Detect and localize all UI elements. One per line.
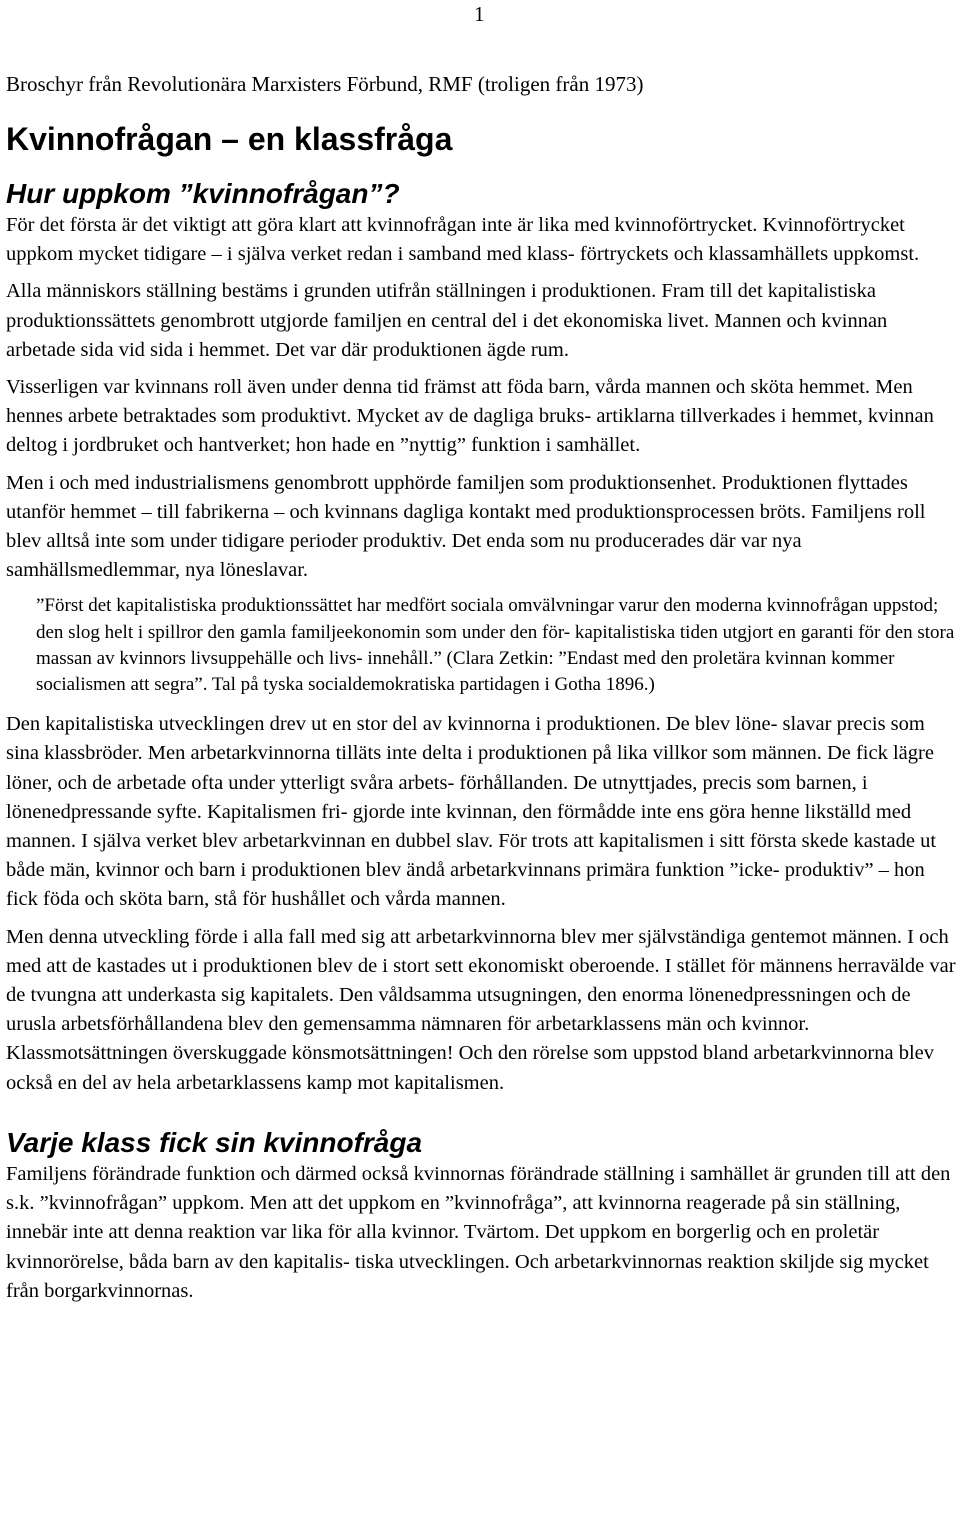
section-heading-class: Varje klass fick sin kvinnofråga (6, 1126, 423, 1158)
paragraph: För det första är det viktigt att göra klart att kvinnofrågan inte är lika med kvinnoförtrycket. Kvinnoförtrycket uppkom mycket tidigare – i själva verket redan i samband med klass- förtryckets och klassamhällets uppkomst. (6, 214, 920, 266)
section-spacer (6, 1106, 956, 1126)
document-subtitle: Broschyr från Revolutionära Marxisters Förbund, RMF (troligen från 1973) (6, 72, 644, 96)
paragraph: Alla människors ställning bestäms i grunden utifrån ställningen i produktionen. Fram till det kapitalistiska produktionssättets genombrott utgjorde familjen en central del i det ekonomiska livet. Mannen och kvinnan arbetade sida vid sida i hemmet. Det var där produktionen ägde rum. (6, 280, 888, 361)
paragraph: Familjens förändrade funktion och därmed också kvinnornas förändrade ställning i samhället är grunden till att den s.k. ”kvinnofrågan” uppkom. Men att det uppkom en ”kvinnofråga”, att kvinnorna reagerade på sin ställning, innebär inte att denna reaktion var lika för alla kvinnor. Tvärtom. Det uppkom en borgerlig och en proletär kvinnorörelse, båda barn av den kapitalis- tiska utvecklingen. Och arbetarkvinnornas reaktion skiljde sig mycket från borgarkvinnornas. (6, 1162, 951, 1302)
paragraph: Men i och med industrialismens genombrott upphörde familjen som produktionsenhet. Produktionen flyttades utanför hemmet – till fabrikerna – och kvinnans dagliga kontakt med produktionsprocessen bröts. Familjens roll blev alltså inte som under tidigare perioder produktiv. Det enda som nu producerades där var nya samhällsmedlemmar, nya löneslavar. (6, 471, 926, 582)
document-body (6, 70, 956, 1314)
document-title: Kvinnofrågan – en klassfråga (6, 121, 453, 157)
page-number: 1 (474, 2, 485, 26)
paragraph: Visserligen var kvinnans roll även under denna tid främst att föda barn, vårda mannen och sköta hemmet. Men hennes arbete betraktades som produktivt. Mycket av de dagliga bruks- artiklarna tillverkades i hemmet, kvinnan deltog i jordbruket och hantverket; hon hade en ”nyttig” funktion i samhället. (6, 376, 934, 457)
section-heading-origin: Hur uppkom ”kvinnofrågan”? (6, 178, 400, 209)
block-quote: ”Först det kapitalistiska produktionssättet har medfört sociala omvälvningar varur den moderna kvinnofrågan uppstod; den slog helt i spillror den gamla familjeekonomin som under den för- kapitalistiska tiden utgjort en garanti för den stora massan av kvinnors livsuppehälle och livs- innehåll.” (Clara Zetkin: ”Endast med den proletära kvinnan kommer socialismen att segra”. Tal på tyska socialdemokratiska partidagen i Gotha 1896.) (36, 595, 955, 696)
paragraph: Men denna utveckling förde i alla fall med sig att arbetarkvinnorna blev mer självständiga gentemot männen. I och med att de kastades ut i produktionen blev de i stort sett ekonomiskt oberoende. I stället för männens herravälde var de tvungna att underkasta sig kapitalets. Den våldsamma utsugningen, den enorma lönenedpressningen och de urusla arbetsförhållandena blev den gemensamma nämnaren för arbetarklassens män och kvinnor. Klassmotsättningen överskuggade könsmotsättningen! Och den rörelse som uppstod bland arbetarkvinnorna blev också en del av hela arbetarklassens kamp mot kapitalismen. (6, 925, 956, 1094)
paragraph: Den kapitalistiska utvecklingen drev ut en stor del av kvinnorna i produktionen. De blev löne- slavar precis som sina klassbröder. Men arbetarkvinnorna tilläts inte delta i produktionen på lika villkor som männen. De fick lägre löner, och de arbetade ofta under ytterligt svåra arbets- förhållanden. De utnyttjades, precis som barnen, i lönenedpressande syfte. Kapitalismen fri- gjorde inte kvinnan, den förmådde inte ens göra henne likställd med mannen. I själva verket blev arbetarkvinnan en dubbel slav. För trots att kapitalismen i sitt första skede kastade ut både män, kvinnor och barn i produktionen blev ändå arbetarkvinnans primära funktion ”icke- produktiv” – hon fick föda och sköta barn, stå för hushållet och vårda mannen. (6, 713, 937, 911)
